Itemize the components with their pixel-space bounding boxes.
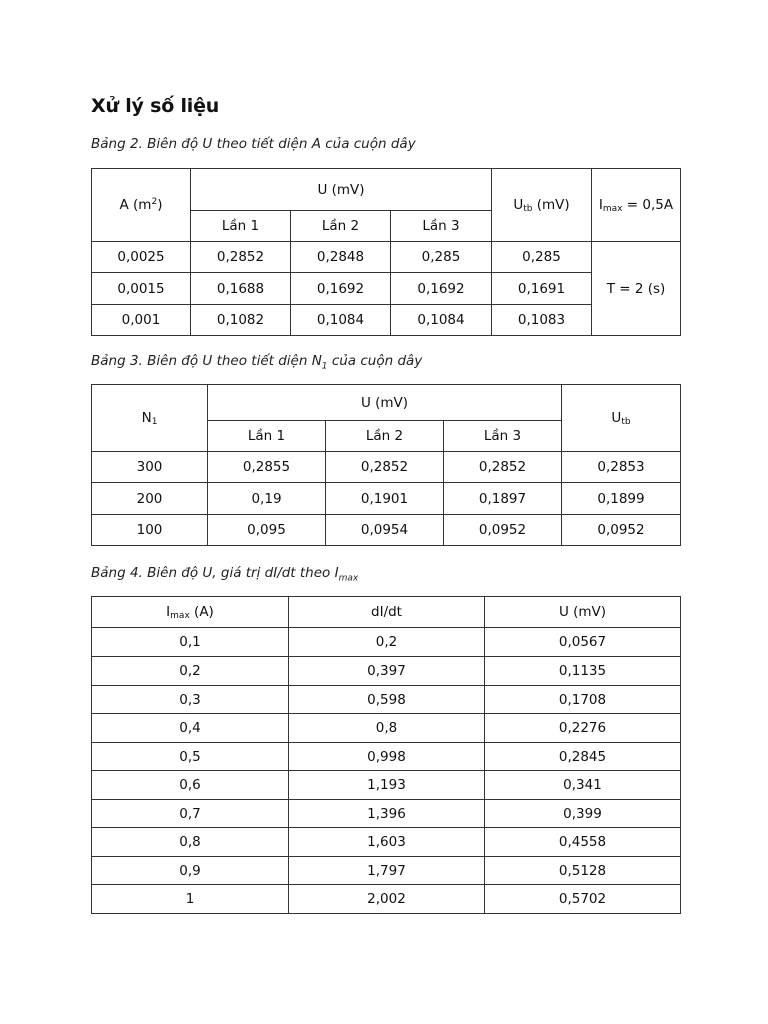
table-cell: 0,1691 (492, 273, 592, 305)
table-cell: 0,0952 (444, 515, 562, 546)
table-cell: 0,1688 (191, 273, 291, 305)
table-cell: 0,4 (92, 714, 289, 743)
table-cell: 0,1082 (191, 305, 291, 336)
table-cell: 0,5702 (485, 885, 681, 914)
table-3-caption: Bảng 3. Biên độ U theo tiết diện $N_1$ của cuộn dây (91, 353, 423, 372)
table-cell: 0,2853 (562, 452, 681, 483)
table-4 (91, 596, 681, 914)
table-cell: 0,0954 (326, 515, 444, 546)
header-trial-1: Lần 1 (208, 421, 326, 452)
table-cell: 0,001 (92, 305, 191, 336)
table-row (92, 452, 681, 483)
table-cell: 0,0567 (485, 628, 681, 657)
table-cell: 0,1692 (391, 273, 492, 305)
table-cell: 0,5 (92, 743, 289, 771)
table-cell: 1,193 (289, 771, 485, 800)
table-cell: 0,1708 (485, 686, 681, 714)
table-row (92, 771, 681, 800)
table-cell: 0,0025 (92, 242, 191, 273)
table-cell: 0,399 (485, 800, 681, 828)
table-cell: 0,3 (92, 686, 289, 714)
table-cell: 200 (92, 483, 208, 515)
table-cell: 0,397 (289, 657, 485, 686)
table-cell: 0,2852 (191, 242, 291, 273)
table-cell: 0,8 (289, 714, 485, 743)
table-cell: 0,0952 (562, 515, 681, 546)
table-cell: 0,1084 (391, 305, 492, 336)
table-cell: 0,7 (92, 800, 289, 828)
table-cell: 1 (92, 885, 289, 914)
header-trial-3: Lần 3 (444, 421, 562, 452)
table-cell: 0,2 (289, 628, 485, 657)
table-4-caption: Bảng 4. Biên độ U, giá trị dI/dt theo $I_{max}$ (91, 565, 359, 584)
table-3 (91, 384, 681, 546)
table-cell: 0,6 (92, 771, 289, 800)
table-cell: 0,285 (492, 242, 592, 273)
table-cell: 0,998 (289, 743, 485, 771)
table-row (92, 483, 681, 515)
table-cell: 0,0015 (92, 273, 191, 305)
table-cell: 0,1 (92, 628, 289, 657)
table-cell: 0,19 (208, 483, 326, 515)
table-row (92, 628, 681, 657)
table-cell: 0,1692 (291, 273, 391, 305)
table-cell: 0,2855 (208, 452, 326, 483)
table-row (92, 242, 681, 273)
table-cell: 0,341 (485, 771, 681, 800)
table-cell: 2,002 (289, 885, 485, 914)
table-2 (91, 168, 681, 336)
table-cell: 0,1135 (485, 657, 681, 686)
header-trial-2: Lần 2 (291, 211, 391, 242)
table-row (92, 515, 681, 546)
table-cell: 1,797 (289, 857, 485, 885)
table-cell: 1,603 (289, 828, 485, 857)
table-cell: 0,9 (92, 857, 289, 885)
header-turns: $N_1$ (92, 385, 208, 452)
table-cell: 0,598 (289, 686, 485, 714)
header-trial-3: Lần 3 (391, 211, 492, 242)
table-row (92, 686, 681, 714)
table-cell: 0,1901 (326, 483, 444, 515)
header-trial-2: Lần 2 (326, 421, 444, 452)
header-didt: dI/dt (289, 597, 485, 628)
table-cell: 0,2848 (291, 242, 391, 273)
header-u-average: $U_{tb}$ (mV) (492, 169, 592, 242)
table-cell: 0,2852 (444, 452, 562, 483)
header-imax: $I_{max}$ (A) (92, 597, 289, 628)
table-cell: 0,2852 (326, 452, 444, 483)
table-cell: 0,1083 (492, 305, 592, 336)
header-imax: $I_{max} = 0,5A$ (592, 169, 681, 242)
table-cell: 0,4558 (485, 828, 681, 857)
table-cell: 0,2845 (485, 743, 681, 771)
table-cell: 0,1084 (291, 305, 391, 336)
table-row (92, 857, 681, 885)
table-cell: 100 (92, 515, 208, 546)
table-cell: 1,396 (289, 800, 485, 828)
table-cell: 300 (92, 452, 208, 483)
table-row (92, 714, 681, 743)
header-u-group: U (mV) (208, 385, 562, 421)
period-cell: T = 2 (s) (592, 242, 681, 336)
table-row (92, 828, 681, 857)
table-row (92, 800, 681, 828)
table-row (92, 657, 681, 686)
header-u-group: U (mV) (191, 169, 492, 211)
table-2-caption: Bảng 2. Biên độ U theo tiết diện A của cuộn dây (91, 136, 416, 152)
table-cell: 0,285 (391, 242, 492, 273)
table-cell: 0,2276 (485, 714, 681, 743)
header-u-average: $U_{tb}$ (562, 385, 681, 452)
page-title: Xử lý số liệu (91, 95, 220, 117)
header-area: A $(m^2)$ (92, 169, 191, 242)
table-cell: 0,5128 (485, 857, 681, 885)
table-cell: 0,095 (208, 515, 326, 546)
table-cell: 0,2 (92, 657, 289, 686)
header-trial-1: Lần 1 (191, 211, 291, 242)
table-row (92, 743, 681, 771)
table-row (92, 885, 681, 914)
header-u: U (mV) (485, 597, 681, 628)
table-cell: 0,1899 (562, 483, 681, 515)
table-cell: 0,1897 (444, 483, 562, 515)
table-cell: 0,8 (92, 828, 289, 857)
